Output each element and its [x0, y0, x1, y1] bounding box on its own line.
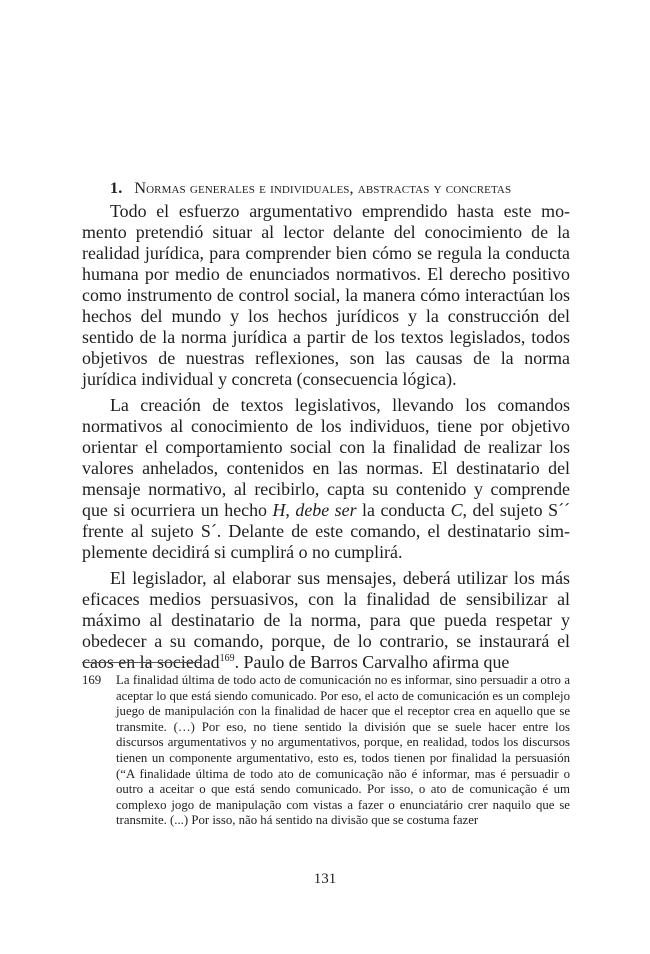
section-number: 1.	[110, 179, 123, 197]
paragraph-3: El legislador, al elaborar sus mensajes, deberá utilizar los más eficaces medios persuasivos, con la finalidad de sensibilizar al máximo al destinatario de la norma, para que pueda respetar y obedecer a su comando, porque, de lo contrario, se instaurará el caos en la sociedad$^{169}$. Paulo de Barros Carvalho afirma que	[82, 568, 570, 672]
footnote-reference[interactable]: 169	[219, 653, 235, 665]
paragraph-2: La creación de textos legislativos, llevando los comandos normativos al conocimiento de los individuos, tiene por objetivo orientar el comportamiento social con la finalidad de realizar los valores anhelados, contenidos en las normas. El destinatario del mensaje normativo, al recibirlo, capta su contenido y comprende que si ocurriera un hecho H, debe ser la conducta C, del sujeto S´´ frente al sujeto S´. Delante de este comando, el destinatario simplemente decidirá si cumplirá o no cumplirá.	[82, 395, 570, 562]
paragraph-1: Todo el esfuerzo argumentativo emprendido hasta este momento pretendió situar al lector delante del conocimiento de la realidad jurídica, para comprender bien cómo se regula la conducta humana por medio de enunciados normativos. El derecho positivo como instrumento de control social, la manera cómo interactúan los hechos del mundo y los hechos jurídicos y la construcción del sentido de la norma jurídica a partir de los textos legislados, todos objetivos de nuestras reflexiones, son las causas de la norma jurídica individual y concreta (consecuencia lógica).	[82, 201, 570, 389]
section-heading	[82, 178, 570, 199]
footnote-divider	[82, 662, 202, 663]
page-number: 131	[313, 871, 337, 887]
footnote-number: 169	[82, 673, 102, 687]
footnote	[82, 673, 570, 829]
main-text	[82, 178, 570, 673]
footnote-text: La finalidad última de todo acto de comunicación no es informar, sino persuadir a otro a aceptar lo que está siendo comunicado. Por eso, el acto de comunicación es un complejo juego de manipulación con la finalidad de hacer que el receptor crea en aquello que se transmite. (…) Por eso, no tiene sentido la división que se suele hacer entre los discursos argumentativos y no argumentativos, porque, en realidad, todos los discursos tienen un componente argumentativo, esto es, todos tienen por finalidad la persuasión (“A finalidade última de todo ato de comunicação não é informar, mas é persuadir o outro a aceitar o que está sendo comunicado. Por isso, o ato de comunicação é um complexo jogo de manipulação com vistas a fazer o enunciatário crer naquilo que se transmite. (...) Por isso, não há sentido na divisão que se costuma fazer	[116, 673, 570, 828]
section-title: Normas generales e individuales, abstractas y concretas	[134, 179, 512, 197]
